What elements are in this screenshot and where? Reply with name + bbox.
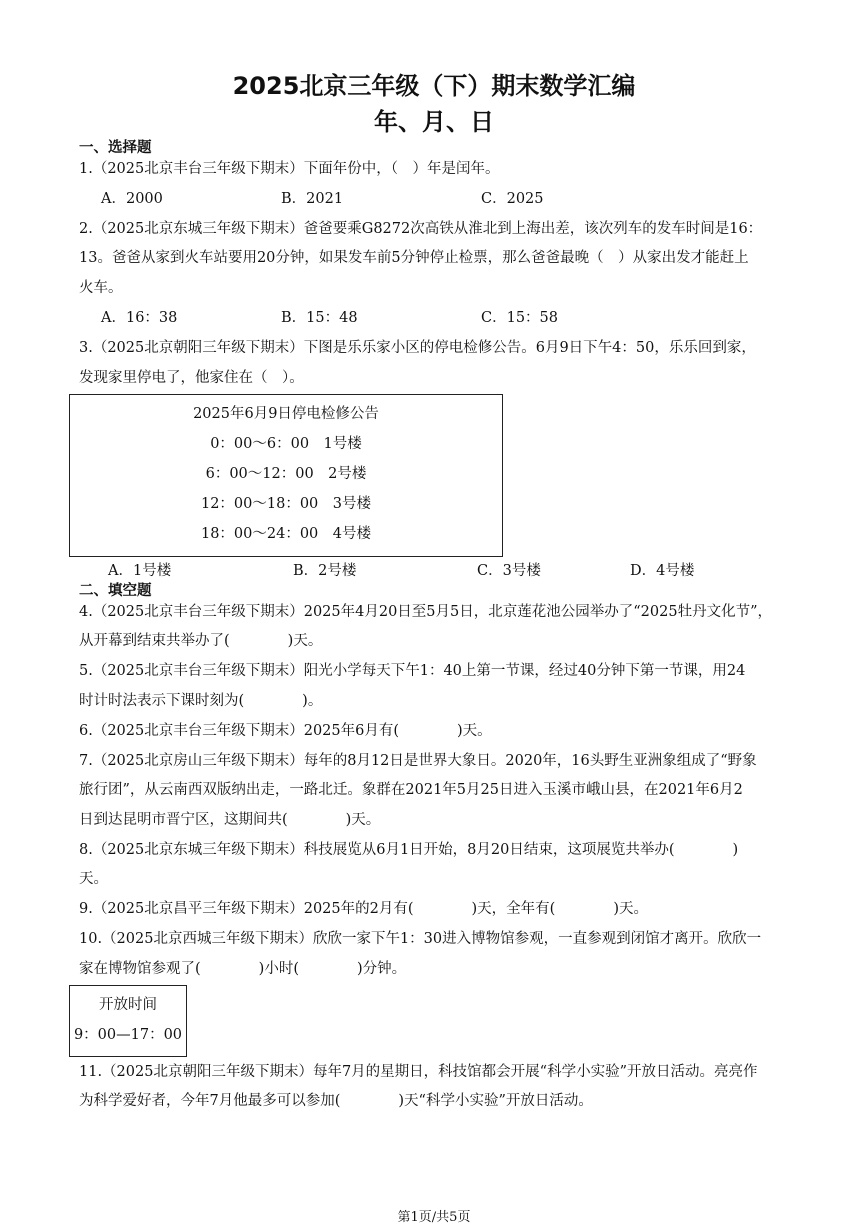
notice-row-2: 6：00～12：00 2号楼	[205, 466, 367, 482]
question-7-line-3: 日到达昆明市晋宁区，这期间共( )天。	[79, 812, 381, 828]
question-4-line-1: 4.（2025北京丰台三年级下期末）2025年4月20日至5月5日，北京莲花池公园举办了“2025牡丹文化节”，	[79, 604, 772, 620]
notice-row-1: 0：00～6：00 1号楼	[210, 436, 362, 452]
question-6-line-1: 6.（2025北京丰台三年级下期末）2025年6月有( )天。	[79, 723, 492, 739]
question-1-stem: 1.（2025北京丰台三年级下期末）下面年份中，（ ）年是闰年。	[79, 161, 500, 177]
q3-option-d: D．4号楼	[630, 563, 695, 579]
question-11-line-1: 11.（2025北京朝阳三年级下期末）每年7月的星期日，科技馆都会开展“科学小实验”开放日活动。亮亮作	[79, 1064, 758, 1080]
page-title: 2025北京三年级（下）期末数学汇编	[232, 72, 636, 100]
question-2-line-2: 13。爸爸从家到火车站要用20分钟，如果发车前5分钟停止检票，那么爸爸最晚（ ）从家出发才能赶上	[79, 250, 749, 266]
section-heading-choice: 一、选择题	[79, 140, 152, 156]
q1-option-a: A．2000	[101, 191, 163, 207]
q3-option-b: B．2号楼	[293, 563, 357, 579]
question-5-line-2: 时计时法表示下课时刻为( )。	[79, 693, 323, 709]
question-8-line-1: 8.（2025北京东城三年级下期末）科技展览从6月1日开始，8月20日结束，这项展览共举办( )	[79, 842, 739, 858]
q2-option-c: C．15：58	[481, 310, 558, 326]
question-7-line-1: 7.（2025北京房山三年级下期末）每年的8月12日是世界大象日。2020年，16头野生亚洲象组成了“野象	[79, 753, 757, 769]
question-9-line-1: 9.（2025北京昌平三年级下期末）2025年的2月有( )天，全年有( )天。	[79, 901, 648, 917]
outage-notice-box	[69, 394, 503, 557]
q2-option-b: B．15：48	[281, 310, 358, 326]
notice-title: 2025年6月9日停电检修公告	[193, 406, 379, 422]
notice-row-4: 18：00～24：00 4号楼	[200, 526, 372, 542]
question-11-line-2: 为科学爱好者，今年7月他最多可以参加( )天“科学小实验”开放日活动。	[79, 1093, 593, 1109]
question-3-line-2: 发现家里停电了，他家住在（ ）。	[79, 370, 304, 386]
page-footer: 第1页/共5页	[397, 1210, 471, 1225]
section-heading-fill: 二、填空题	[79, 583, 152, 599]
opening-hours-box	[69, 985, 187, 1057]
question-10-line-2: 家在博物馆参观了( )小时( )分钟。	[79, 961, 407, 977]
question-8-line-2: 天。	[79, 871, 108, 887]
q1-option-c: C．2025	[481, 191, 544, 207]
opening-hours-title: 开放时间	[99, 997, 157, 1013]
q3-option-a: A．1号楼	[108, 563, 172, 579]
notice-row-3: 12：00～18：00 3号楼	[200, 496, 372, 512]
question-7-line-2: 旅行团”，从云南西双版纳出走，一路北迁。象群在2021年5月25日进入玉溪市峨山县，在2021年6月2	[79, 782, 743, 798]
q1-option-b: B．2021	[281, 191, 344, 207]
q3-option-c: C．3号楼	[477, 563, 541, 579]
q2-option-a: A．16：38	[101, 310, 178, 326]
question-4-line-2: 从开幕到结束共举办了( )天。	[79, 633, 323, 649]
question-5-line-1: 5.（2025北京丰台三年级下期末）阳光小学每天下午1：40上第一节课，经过40分钟下第一节课，用24	[79, 663, 746, 679]
question-3-line-1: 3.（2025北京朝阳三年级下期末）下图是乐乐家小区的停电检修公告。6月9日下午4：50，乐乐回到家，	[79, 340, 756, 356]
question-2-line-1: 2.（2025北京东城三年级下期末）爸爸要乘G8272次高铁从淮北到上海出差，该次列车的发车时间是16：	[79, 221, 763, 237]
page-subtitle: 年、月、日	[374, 108, 494, 136]
question-10-line-1: 10.（2025北京西城三年级下期末）欣欣一家下午1：30进入博物馆参观，一直参观到闭馆才离开。欣欣一	[79, 931, 762, 947]
opening-hours-value: 9：00—17：00	[73, 1027, 183, 1043]
question-2-line-3: 火车。	[79, 280, 123, 296]
